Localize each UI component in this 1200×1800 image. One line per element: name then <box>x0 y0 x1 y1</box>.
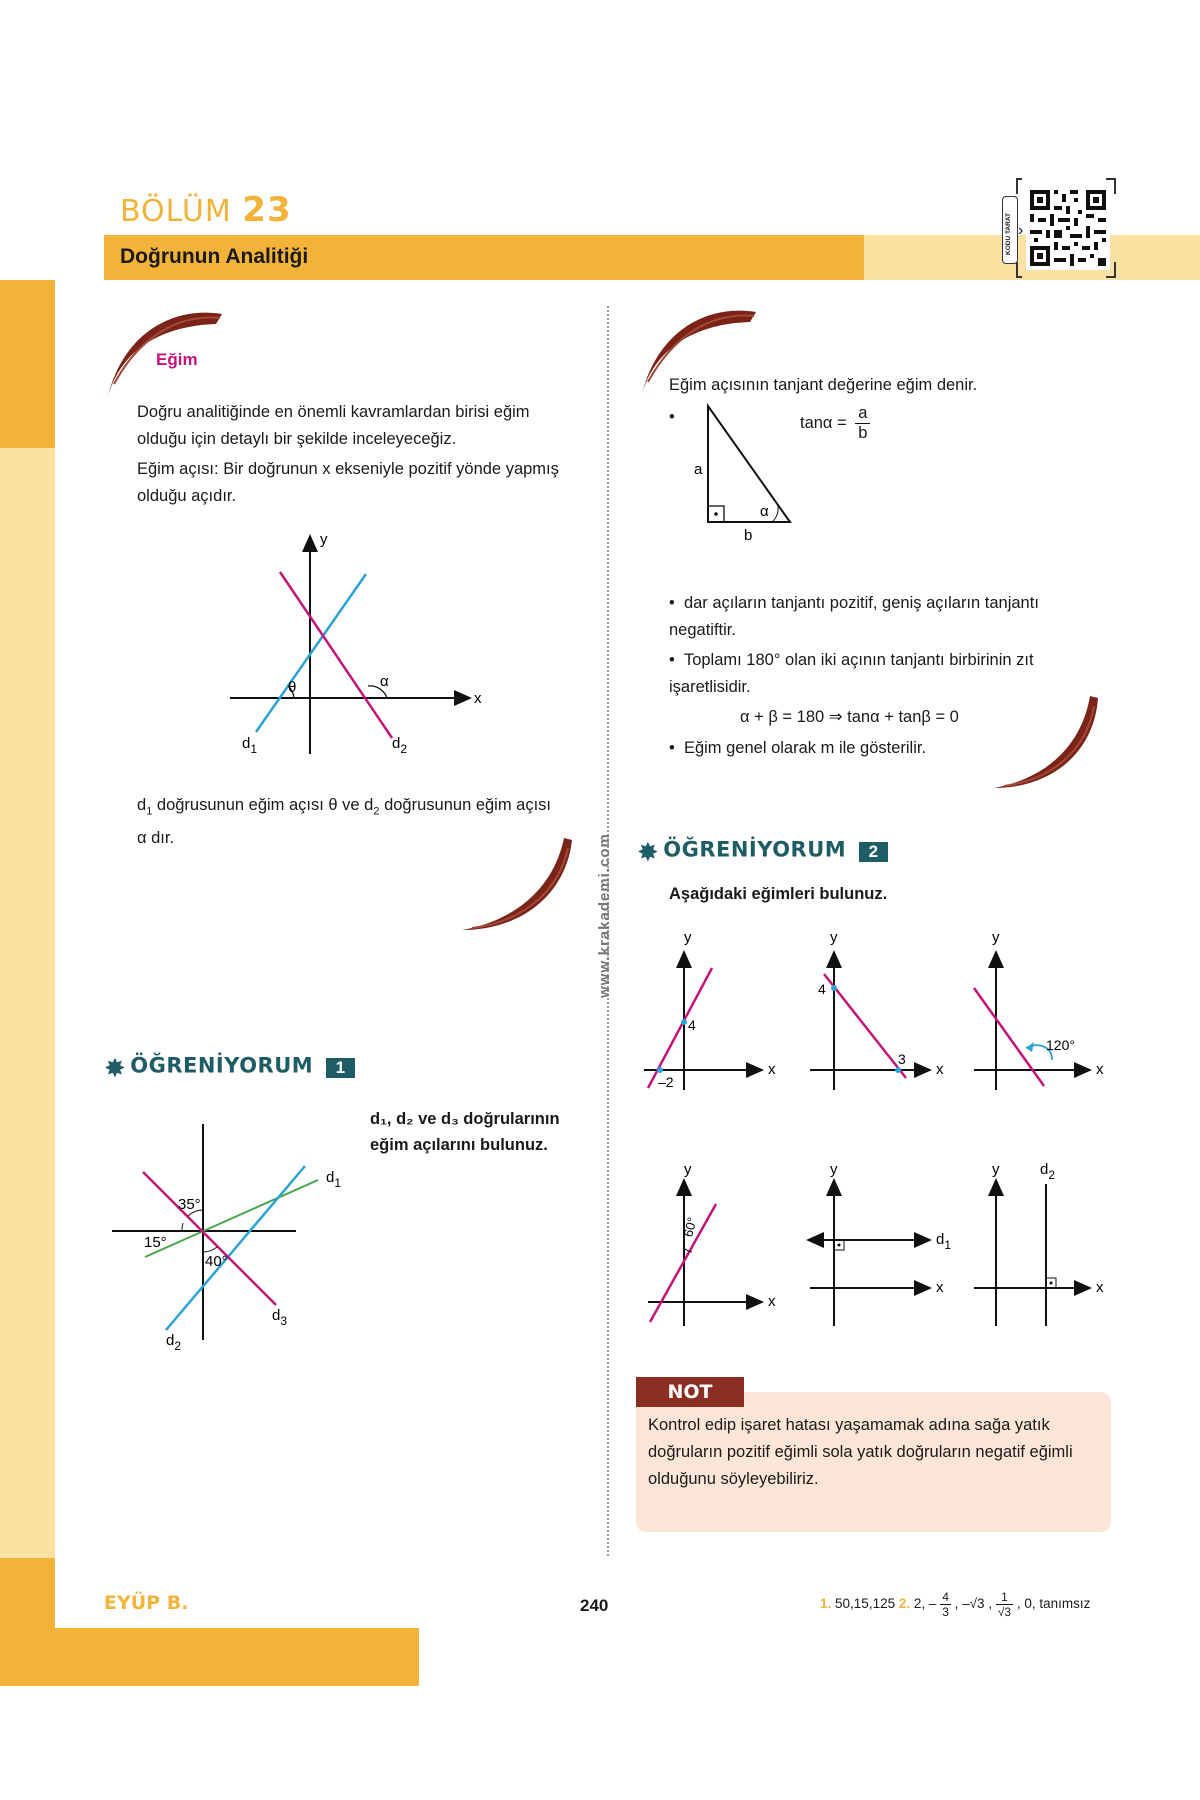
author: EYÜP B. <box>104 1592 189 1614</box>
d1-label: $d_1$ <box>326 1169 342 1190</box>
tan-formula <box>800 404 870 443</box>
answer-key <box>820 1590 1090 1619</box>
angle-label: 120° <box>1046 1037 1075 1053</box>
fraction-numerator: 1 <box>996 1590 1013 1605</box>
text-line: d₁, d₂ ve d₃ doğrularının <box>370 1110 560 1128</box>
paragraph <box>137 399 597 453</box>
star-icon: ✸ <box>637 837 659 867</box>
formula: α + β = 180 ⇒ tanα + tanβ = 0 <box>740 708 959 726</box>
sidebar-strip <box>0 280 55 448</box>
qr-code[interactable] <box>1026 186 1110 270</box>
text-line: doğruların pozitif eğimli sola yatık doğruların negatif eğimli <box>648 1443 1073 1461</box>
page-number: 240 <box>580 1596 609 1615</box>
answer-number: 1. <box>820 1596 832 1612</box>
figure-caption <box>137 792 597 852</box>
alpha-label: α <box>760 503 769 520</box>
section-title: Eğim <box>156 350 198 369</box>
graph-line <box>974 988 1044 1086</box>
theta-label: θ <box>288 679 297 696</box>
note-text <box>648 1412 1103 1493</box>
qr-label: KODU TARAT <box>1005 212 1012 255</box>
graph-4 <box>648 1161 776 1326</box>
qr-corner <box>1106 178 1116 194</box>
d2-label: $d_2$ <box>392 735 408 756</box>
right-triangle-figure <box>680 400 810 545</box>
ogreniyorum-2-header <box>637 837 888 868</box>
angle-arc <box>203 1247 217 1252</box>
text-line: olduğu açıdır. <box>137 487 237 505</box>
d2-label: $d_2$ <box>1040 1161 1056 1182</box>
text-line: olduğunu söyleyebiliriz. <box>648 1470 819 1488</box>
bullet: • <box>669 408 675 426</box>
line-d2 <box>280 572 392 738</box>
graph-1 <box>644 930 776 1090</box>
text-line: $d_1$ doğrusunun eğim açısı θ ve $d_2$ doğrusunun eğim açısı <box>137 796 552 818</box>
bullet-item <box>669 590 1109 644</box>
side-b-label: b <box>744 527 753 544</box>
fraction-denominator: b <box>858 424 868 442</box>
angle-35-label: 35° <box>178 1196 201 1213</box>
fraction <box>996 1590 1013 1619</box>
angle-15-label: 15° <box>144 1234 167 1251</box>
brush-stroke <box>990 694 1110 794</box>
y-label: y <box>830 930 838 946</box>
angle-40-label: 40° <box>205 1253 228 1270</box>
chevron-right-icon: › <box>1018 222 1024 239</box>
bullet-item: • Eğim genel olarak m ile gösterilir. <box>669 739 927 757</box>
answer-text: 50,15,125 <box>835 1596 896 1612</box>
answer-text: 2, – <box>913 1596 937 1612</box>
line-d2 <box>166 1166 305 1330</box>
text-line: Eğim genel olarak m ile gösterilir. <box>683 739 927 757</box>
angle-label: 60° <box>680 1215 700 1239</box>
footer-corner <box>0 1618 55 1686</box>
graph-2 <box>810 930 944 1090</box>
graph-6 <box>974 1161 1104 1326</box>
sidebar-strip-light <box>0 448 55 1558</box>
x-label: x <box>1096 1279 1104 1296</box>
qr-corner <box>1106 262 1116 278</box>
text-line: Eğim açısı: Bir doğrunun x ekseniyle pozitif yönde yapmış <box>137 460 559 478</box>
y-label: y <box>684 1161 692 1178</box>
fraction-denominator: √3 <box>997 1605 1012 1619</box>
graph-5 <box>808 1161 951 1326</box>
side-a-label: a <box>694 461 703 478</box>
paragraph <box>137 456 597 510</box>
x-label: x <box>474 690 482 707</box>
alpha-arc <box>772 506 778 522</box>
d1-label: $d_1$ <box>936 1231 952 1252</box>
d1-label: $d_1$ <box>242 735 258 756</box>
graph-3 <box>974 930 1104 1090</box>
ogreniyorum-1-figure <box>108 1120 358 1360</box>
text-line: olduğu için detaylı bir şekilde inceleyeceğiz. <box>137 430 457 448</box>
text-line: • dar açıların tanjantı pozitif, geniş açıların tanjantı <box>669 594 1039 612</box>
line-d1 <box>145 1180 318 1257</box>
fraction-numerator: a <box>855 404 870 424</box>
tan-formula-text: tanα = <box>800 414 847 432</box>
watermark: www.krakademi.com <box>596 833 613 998</box>
alpha-label: α <box>380 673 389 690</box>
ogreniyorum-number: 2 <box>859 842 888 862</box>
y-label: y <box>320 531 328 548</box>
x-label: x <box>936 1279 944 1296</box>
star-icon: ✸ <box>104 1053 126 1083</box>
ogreniyorum-number: 1 <box>326 1058 355 1078</box>
qr-label-box <box>1002 196 1018 264</box>
x-label: x <box>1096 1061 1104 1078</box>
answer-text: , –√3 , <box>954 1596 993 1612</box>
y-label: y <box>684 930 692 946</box>
text-line: Kontrol edip işaret hatası yaşamamak adına sağa yatık <box>648 1416 1050 1434</box>
y-label: y <box>992 1161 1000 1178</box>
sidebar-strip-bottom <box>0 1558 55 1618</box>
y-label: y <box>830 1161 838 1178</box>
fraction <box>855 404 870 443</box>
y-intercept-label: 4 <box>818 981 826 997</box>
qr-corner <box>1016 178 1022 194</box>
text-line: Doğru analitiğinde en önemli kavramlardan birisi eğim <box>137 403 530 421</box>
fraction-numerator: 4 <box>942 1590 949 1604</box>
ogreniyorum-2-graphs <box>640 930 1120 1350</box>
right-angle-dot <box>714 512 718 516</box>
ogreniyorum-label: ÖĞRENİYORUM <box>130 1053 314 1078</box>
slope-angle-figure <box>220 526 490 766</box>
note-tag: NOT <box>636 1377 744 1407</box>
x-label: x <box>768 1293 776 1310</box>
x-label: x <box>936 1061 944 1078</box>
text-line: • Toplamı 180° olan iki açının tanjantı birbirinin zıt <box>669 651 1034 669</box>
text-line: işaretlisidir. <box>669 678 751 696</box>
question-text <box>370 1106 560 1158</box>
ogreniyorum-label: ÖĞRENİYORUM <box>663 837 847 862</box>
x-intercept-label: 3 <box>898 1051 906 1067</box>
text-line: eğim açılarını bulunuz. <box>370 1136 548 1154</box>
footer-bar <box>55 1628 419 1686</box>
question-text: Aşağıdaki eğimleri bulunuz. <box>669 885 888 903</box>
d3-label: $d_3$ <box>272 1307 288 1328</box>
answer-text: , 0, tanımsız <box>1016 1596 1091 1612</box>
triangle <box>708 406 790 522</box>
fraction <box>940 1590 951 1619</box>
intro-text: Eğim açısının tanjant değerine eğim denir. <box>669 376 978 394</box>
ogreniyorum-1-header <box>104 1053 355 1084</box>
angle-arc <box>182 1223 183 1231</box>
y-intercept-label: 4 <box>688 1017 696 1033</box>
x-label: x <box>768 1061 776 1078</box>
d2-label: $d_2$ <box>166 1332 182 1353</box>
x-intercept-label: –2 <box>658 1074 674 1090</box>
text-line: negatiftir. <box>669 621 736 639</box>
text-line: α dır. <box>137 829 175 848</box>
page-title: Doğrunun Analitiği <box>120 245 309 268</box>
answer-number: 2. <box>898 1596 911 1612</box>
bullet-item <box>669 647 1109 701</box>
fraction-denominator: 3 <box>942 1605 949 1619</box>
qr-corner <box>1016 262 1022 278</box>
chapter-heading: BÖLÜM 23 <box>120 190 292 230</box>
y-label: y <box>992 930 1000 946</box>
